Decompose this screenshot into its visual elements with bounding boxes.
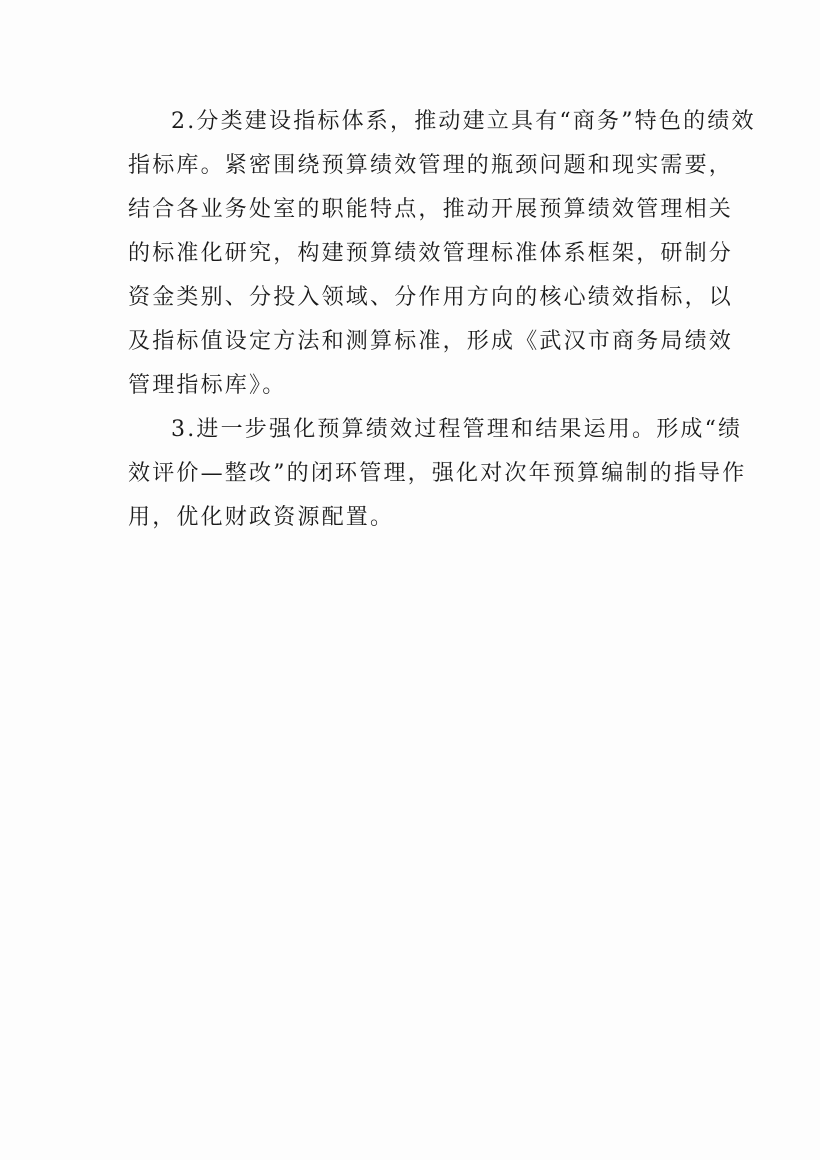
text-line: 3.进一步强化预算绩效过程管理和结果运用。形成“绩: [171, 417, 743, 442]
text-line: 用，优化财政资源配置。: [128, 505, 395, 530]
text-line: 管理指标库》。: [128, 373, 287, 398]
text-line: 的标准化研究，构建预算绩效管理标准体系框架，研制分: [128, 241, 734, 266]
text-line: 及指标值设定方法和测算标准，形成《武汉市商务局绩效: [128, 329, 734, 354]
text-line: 结合各业务处室的职能特点，推动开展预算绩效管理相关: [128, 197, 734, 222]
text-line: 指标库。紧密围绕预算绩效管理的瓶颈问题和现实需要，: [128, 153, 734, 178]
paragraph-item-2: [128, 100, 756, 408]
text-line: 资金类别、分投入领域、分作用方向的核心绩效指标，以: [128, 285, 734, 310]
text-line: 效评价—整改”的闭环管理，强化对次年预算编制的指导作: [128, 461, 747, 486]
paragraph-item-3: [128, 408, 747, 540]
document-body: [128, 100, 756, 540]
text-line: 2.分类建设指标体系，推动建立具有“商务”特色的绩效: [171, 109, 756, 134]
